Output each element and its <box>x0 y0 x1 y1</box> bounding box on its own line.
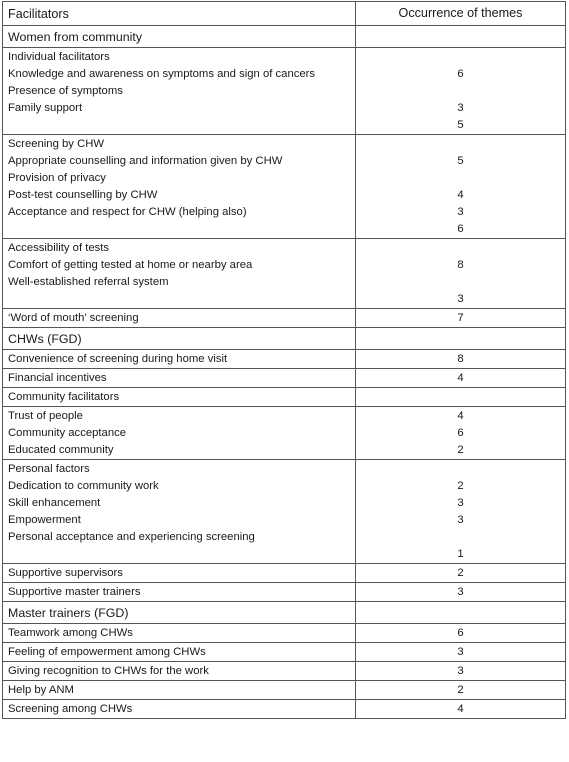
occurrence-value <box>356 240 565 257</box>
facilitator-text: Help by ANM <box>8 684 74 696</box>
facilitator-text: Well-established referral system <box>8 276 169 288</box>
facilitator-cell <box>3 681 356 700</box>
facilitator-text: Community facilitators <box>8 391 120 403</box>
table-row <box>3 681 566 700</box>
section-heading: Women from community <box>8 30 143 44</box>
table-row <box>3 624 566 643</box>
section-row <box>3 328 566 350</box>
occurrence-value: 3 <box>457 497 464 509</box>
occurrence-value: 8 <box>457 353 464 365</box>
occurrence-cell <box>356 624 566 643</box>
facilitator-text: Family support <box>8 102 83 114</box>
occurrence-cell <box>356 460 566 564</box>
table-row <box>3 369 566 388</box>
occurrence-value <box>356 274 565 291</box>
occurrence-cell <box>356 700 566 719</box>
facilitator-text: Knowledge and awareness on symptoms and sign of cancers <box>8 68 316 80</box>
facilitator-text: Post-test counselling by CHW <box>8 189 158 201</box>
facilitator-cell <box>3 643 356 662</box>
occurrence-value: 4 <box>457 410 464 422</box>
facilitator-cell <box>3 564 356 583</box>
facilitator-cell <box>3 328 356 350</box>
occurrence-value: 1 <box>457 548 464 560</box>
table-row <box>3 48 566 135</box>
facilitator-text: Screening by CHW <box>8 138 105 150</box>
facilitator-text: Acceptance and respect for CHW (helping also) <box>8 206 247 218</box>
header-occurrence: Occurrence of themes <box>398 6 523 20</box>
facilitator-text: Financial incentives <box>8 372 107 384</box>
occurrence-cell <box>356 388 566 407</box>
facilitator-text: Personal acceptance and experiencing screening <box>8 531 255 543</box>
occurrence-value: 8 <box>457 259 464 271</box>
occurrence-value: 6 <box>457 427 464 439</box>
occurrence-cell <box>356 662 566 681</box>
facilitator-cell <box>3 624 356 643</box>
facilitator-cell <box>3 369 356 388</box>
occurrence-cell <box>356 135 566 239</box>
facilitator-text: Dedication to community work <box>8 480 159 492</box>
occurrence-cell <box>356 328 566 350</box>
occurrence-value: 2 <box>457 480 464 492</box>
facilitator-text: Community acceptance <box>8 427 127 439</box>
occurrence-value: 3 <box>457 665 464 677</box>
facilitator-cell <box>3 583 356 602</box>
occurrence-cell <box>356 350 566 369</box>
facilitator-text: Individual facilitators <box>8 51 110 63</box>
facilitator-text: Appropriate counselling and information given by CHW <box>8 155 283 167</box>
table-row <box>3 643 566 662</box>
facilitator-text: Accessibility of tests <box>8 242 110 254</box>
occurrence-value: 5 <box>457 119 464 131</box>
facilitator-cell <box>3 239 356 309</box>
occurrence-value: 3 <box>457 293 464 305</box>
facilitator-text: Comfort of getting tested at home or nearby area <box>8 259 253 271</box>
facilitator-text: Giving recognition to CHWs for the work <box>8 665 209 677</box>
facilitator-text: Provision of privacy <box>8 172 106 184</box>
facilitator-text: Feeling of empowerment among CHWs <box>8 646 206 658</box>
occurrence-value: 4 <box>457 189 464 201</box>
facilitators-table <box>2 1 566 719</box>
facilitator-cell <box>3 26 356 48</box>
occurrence-value: 6 <box>457 68 464 80</box>
facilitator-text: Trust of people <box>8 410 83 422</box>
section-heading: CHWs (FGD) <box>8 332 82 346</box>
facilitator-text: Supportive supervisors <box>8 567 123 579</box>
table-row <box>3 135 566 239</box>
header-facilitators: Facilitators <box>8 7 69 21</box>
facilitator-text: Educated community <box>8 444 114 456</box>
occurrence-cell <box>356 26 566 48</box>
occurrence-value: 4 <box>457 703 464 715</box>
occurrence-value: 4 <box>457 372 464 384</box>
occurrence-value: 3 <box>457 514 464 526</box>
section-row <box>3 602 566 624</box>
table-row <box>3 564 566 583</box>
facilitator-cell <box>3 407 356 460</box>
occurrence-cell <box>356 407 566 460</box>
header-facilitators-cell <box>3 2 356 26</box>
occurrence-cell <box>356 602 566 624</box>
table-row <box>3 309 566 328</box>
facilitator-cell <box>3 135 356 239</box>
header-occurrence-cell <box>356 2 566 26</box>
occurrence-value <box>356 83 565 100</box>
occurrence-value: 5 <box>457 155 464 167</box>
occurrence-cell <box>356 681 566 700</box>
table-row <box>3 460 566 564</box>
table-row <box>3 700 566 719</box>
table-body <box>3 26 566 719</box>
facilitator-cell <box>3 602 356 624</box>
facilitator-text: ‘Word of mouth’ screening <box>8 312 139 324</box>
facilitator-cell <box>3 350 356 369</box>
occurrence-value: 3 <box>457 646 464 658</box>
facilitator-cell <box>3 460 356 564</box>
occurrence-value: 6 <box>457 223 464 235</box>
facilitator-cell <box>3 700 356 719</box>
facilitator-text: Convenience of screening during home visit <box>8 353 228 365</box>
table-row <box>3 583 566 602</box>
section-heading: Master trainers (FGD) <box>8 606 129 620</box>
occurrence-value: 3 <box>457 206 464 218</box>
occurrence-value: 2 <box>457 567 464 579</box>
facilitator-text: Empowerment <box>8 514 81 526</box>
section-row <box>3 26 566 48</box>
facilitator-text: Supportive master trainers <box>8 586 141 598</box>
facilitator-cell <box>3 48 356 135</box>
occurrence-cell <box>356 564 566 583</box>
occurrence-value: 6 <box>457 627 464 639</box>
occurrence-value: 3 <box>457 586 464 598</box>
occurrence-cell <box>356 369 566 388</box>
occurrence-cell <box>356 309 566 328</box>
occurrence-cell <box>356 583 566 602</box>
facilitator-text: Teamwork among CHWs <box>8 627 133 639</box>
occurrence-value: 7 <box>457 312 464 324</box>
occurrence-value <box>356 529 565 546</box>
occurrence-value: 3 <box>457 102 464 114</box>
occurrence-cell <box>356 239 566 309</box>
occurrence-cell <box>356 643 566 662</box>
table-row <box>3 388 566 407</box>
facilitator-text: Skill enhancement <box>8 497 101 509</box>
facilitator-cell <box>3 662 356 681</box>
table-row <box>3 239 566 309</box>
table-row <box>3 407 566 460</box>
header-row <box>3 2 566 26</box>
occurrence-value <box>356 461 565 478</box>
occurrence-value: 2 <box>457 444 464 456</box>
facilitator-text: Personal factors <box>8 463 90 475</box>
table-row <box>3 350 566 369</box>
occurrence-value <box>356 136 565 153</box>
occurrence-value: 2 <box>457 684 464 696</box>
occurrence-value <box>356 170 565 187</box>
facilitator-cell <box>3 388 356 407</box>
facilitator-text: Screening among CHWs <box>8 703 133 715</box>
occurrence-value <box>356 49 565 66</box>
facilitator-cell <box>3 309 356 328</box>
table-row <box>3 662 566 681</box>
facilitator-text: Presence of symptoms <box>8 85 123 97</box>
occurrence-cell <box>356 48 566 135</box>
